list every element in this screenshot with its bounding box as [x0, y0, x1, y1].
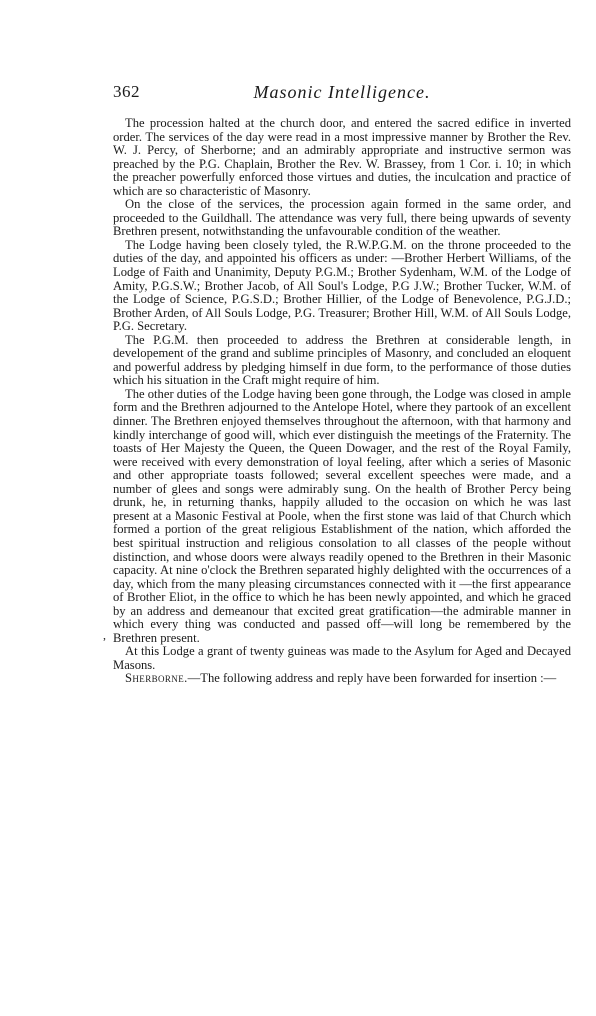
page-number: 362	[113, 82, 140, 101]
paragraph-procession: The procession halted at the church door, and entered the sacred edifice in inverted order. The services of the day were read in a most impressive manner by Brother the Rev. W. J. Percy, of Sherborne; and an admirably appropriate and instructive sermon was preached by the P.G. Chaplain, Brother the Rev. W. Brassey, from 1 Cor. i. 10; in which the preacher powerfully enforced those virtues and duties, the inculcation and practice of which are so characteristic of Masonry.	[113, 116, 571, 198]
section-lead: Sherborne.	[125, 671, 188, 686]
paragraph-dinner: The other duties of the Lodge having been gone through, the Lodge was closed in ample form and the Brethren adjourned to the Antelope Hotel, where they partook of an excellent dinner. The Brethren enjoyed themselves throughout the afternoon, with that harmony and kindly interchange of good will, which ever distinguish the meetings of the Fraternity. The toasts of Her Majesty the Queen, the Queen Dowager, and the rest of the Royal Family, were received with every demonstration of loyal feeling, after which a series of Masonic and other appropriate toasts followed; several excellent speeches were made, and a number of glees and songs were admirably sung. On the health of Brother Percy being drunk, he, in returning thanks, happily alluded to the occasion on which he was last present at a Masonic Festival at Poole, when the first stone was laid of that Church which formed a portion of the great religious Establishment of the nation, which afforded the best spiritual instruction and religious consolation to all classes of the people without distinction, and whose doors were always readily opened to the Brethren in their Masonic capacity. At nine o'clock the Brethren separated highly delighted with the occurrences of a day, which from the many pleasing circumstances connected with it —the first appearance of Brother Eliot, in the office to which he has been newly appointed, and which he graced by an address and demeanour that excited great gratification—the admirable manner in which every thing was conducted and passed off—will long be remembered by the Brethren present.	[113, 386, 571, 645]
article-body	[113, 117, 571, 686]
paragraph-address: The P.G.M. then proceeded to address the Brethren at considerable length, in developement of the grand and sublime principles of Masonry, and concluded an eloquent and powerful address by pledging himself in due form, to the performance of those duties which his situation in the Craft might require of him.	[113, 332, 571, 388]
paragraph-guildhall: On the close of the services, the procession again formed in the same order, and proceeded to the Guildhall. The attendance was very full, there being upwards of seventy Brethren present, notwithstanding the unfavourable condition of the weather.	[113, 197, 571, 239]
margin-mark: ,	[103, 628, 106, 642]
running-title: Masonic Intelligence.	[253, 82, 431, 102]
paragraph-officers: The Lodge having been closely tyled, the R.W.P.G.M. on the throne proceeded to the duties of the day, and appointed his officers as under: —Brother Herbert Williams, of the Lodge of Faith and Unanimity, Deputy P.G.M.; Brother Sydenham, W.M. of the Lodge of Amity, P.G.S.W.; Brother Jacob, of All Soul's Lodge, P.G J.W.; Brother Tucker, W.M. of the Lodge of Science, P.G.S.D.; Brother Hillier, of the Lodge of Benevolence, P.G.J.D.; Brother Arden, of All Souls Lodge, P.G. Treasurer; Brother Hill, W.M. of All Souls Lodge, P.G. Secretary.	[113, 237, 571, 334]
paragraph-sherborne	[113, 672, 571, 686]
paragraph-grant: At this Lodge a grant of twenty guineas was made to the Asylum for Aged and Decayed Masons.	[113, 644, 571, 672]
section-text: —The following address and reply have been forwarded for insertion :—	[187, 671, 557, 686]
page-header	[113, 82, 571, 106]
